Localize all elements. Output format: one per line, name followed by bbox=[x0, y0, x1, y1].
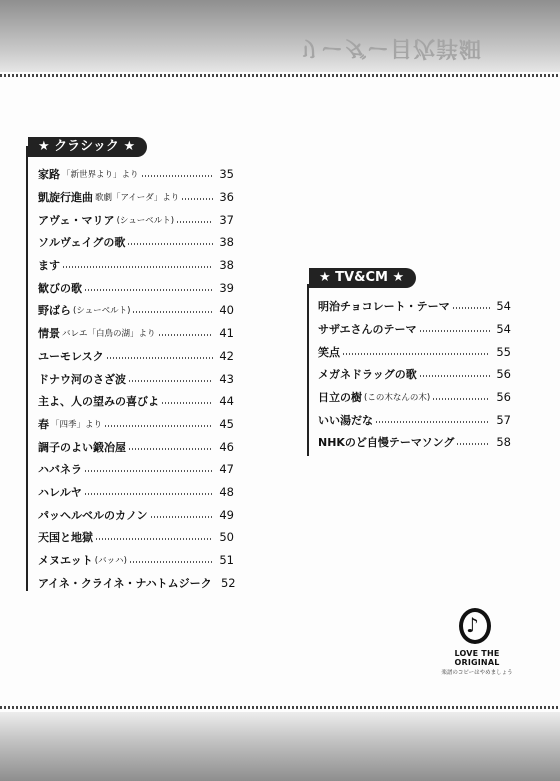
classic-section-bracket bbox=[26, 146, 28, 591]
toc-entry bbox=[38, 481, 234, 504]
dot-leader bbox=[130, 561, 213, 563]
toc-entry-page-number: 56 bbox=[496, 390, 511, 405]
toc-entry bbox=[38, 571, 234, 594]
dot-leader bbox=[129, 448, 213, 450]
dot-leader bbox=[142, 175, 213, 177]
dot-leader bbox=[85, 289, 213, 291]
toc-entry bbox=[38, 503, 234, 526]
dot-leader bbox=[105, 425, 213, 427]
toc-entry-page-number: 48 bbox=[219, 484, 234, 499]
dot-leader bbox=[420, 375, 490, 377]
toc-entry-title: ユーモレスク bbox=[38, 349, 104, 363]
toc-entry bbox=[38, 413, 234, 436]
toc-entry bbox=[38, 367, 234, 390]
bottom-gradient-band bbox=[0, 712, 560, 781]
toc-entry-subtitle: (シューベルト) bbox=[73, 306, 131, 317]
dot-leader bbox=[177, 221, 213, 223]
toc-entry bbox=[38, 322, 234, 345]
toc-entry bbox=[38, 254, 234, 277]
toc-entry-title: アイネ・クライネ・ナハトムジーク bbox=[38, 576, 212, 590]
dot-leader bbox=[159, 334, 213, 336]
toc-entry bbox=[318, 340, 511, 363]
dot-leader bbox=[129, 380, 213, 382]
classic-section-heading: ★ クラシック ★ bbox=[28, 137, 147, 157]
tvcm-toc-list bbox=[318, 295, 511, 454]
toc-entry-page-number: 46 bbox=[219, 439, 234, 454]
dot-leader bbox=[63, 266, 213, 268]
dot-leader bbox=[96, 538, 213, 540]
toc-entry-title: 野ばら bbox=[38, 304, 71, 318]
tvcm-section-bracket bbox=[307, 284, 309, 456]
toc-entry-title: 歓びの歌 bbox=[38, 281, 82, 295]
mirrored-header-text: リーダー目次詳細 bbox=[297, 35, 482, 60]
toc-entry bbox=[38, 458, 234, 481]
dot-leader bbox=[343, 353, 490, 355]
dot-leader bbox=[433, 398, 490, 400]
toc-entry bbox=[38, 163, 234, 186]
toc-entry-title: ドナウ河のさざ波 bbox=[38, 372, 126, 386]
logo-name: LOVE THE ORIGINAL bbox=[454, 649, 500, 667]
toc-entry bbox=[318, 295, 511, 318]
toc-entry-page-number: 42 bbox=[219, 348, 234, 363]
toc-entry bbox=[38, 435, 234, 458]
toc-entry-page-number: 41 bbox=[219, 326, 234, 341]
toc-entry-title: 笑点 bbox=[318, 345, 340, 359]
top-dotted-divider bbox=[0, 74, 560, 77]
toc-entry-subtitle: (この木なんの木) bbox=[364, 393, 431, 404]
toc-entry bbox=[38, 549, 234, 572]
toc-entry-title: 情景 bbox=[38, 327, 60, 341]
toc-entry bbox=[38, 208, 234, 231]
toc-entry-title: NHKのど自慢テーマソング bbox=[318, 436, 455, 450]
toc-entry bbox=[38, 345, 234, 368]
toc-entry-subtitle: (バッハ) bbox=[94, 556, 127, 567]
top-gradient-band bbox=[0, 0, 560, 72]
toc-entry-title: メガネドラッグの歌 bbox=[318, 368, 417, 382]
toc-entry bbox=[38, 231, 234, 254]
dot-leader bbox=[376, 421, 490, 423]
toc-entry-subtitle: 「四季」より bbox=[51, 419, 103, 430]
toc-entry-subtitle: (シューベルト) bbox=[116, 215, 175, 226]
toc-entry-page-number: 43 bbox=[219, 371, 234, 386]
dot-leader bbox=[128, 243, 213, 245]
toc-entry bbox=[318, 363, 511, 386]
dot-leader bbox=[182, 198, 213, 200]
toc-entry-title: いい湯だな bbox=[318, 413, 373, 427]
music-note-icon: ♪ bbox=[457, 607, 497, 647]
toc-entry-subtitle: バレエ「白鳥の湖」より bbox=[62, 329, 156, 340]
toc-entry-title: アヴェ・マリア bbox=[38, 213, 115, 227]
toc-entry-page-number: 38 bbox=[219, 235, 234, 250]
toc-entry-page-number: 51 bbox=[219, 553, 234, 568]
toc-entry bbox=[38, 299, 234, 322]
toc-entry-title: 天国と地獄 bbox=[38, 531, 93, 545]
bottom-dotted-divider bbox=[0, 706, 560, 709]
tvcm-section-heading: ★ TV&CM ★ bbox=[309, 268, 416, 288]
toc-entry-title: 明治チョコレート・テーマ bbox=[318, 300, 450, 314]
toc-entry-title: 日立の樹 bbox=[318, 391, 362, 405]
classic-toc-list bbox=[38, 163, 234, 594]
toc-entry-page-number: 49 bbox=[219, 507, 234, 522]
dot-leader bbox=[457, 443, 490, 445]
toc-entry-page-number: 36 bbox=[219, 190, 234, 205]
toc-entry-title: パッヘルベルのカノン bbox=[38, 508, 148, 522]
toc-entry-page-number: 38 bbox=[219, 258, 234, 273]
toc-entry-page-number: 55 bbox=[496, 344, 511, 359]
toc-entry-title: 家路 bbox=[38, 168, 60, 182]
toc-entry-page-number: 45 bbox=[219, 416, 234, 431]
toc-entry-title: サザエさんのテーマ bbox=[318, 323, 417, 337]
toc-entry-page-number: 40 bbox=[219, 303, 234, 318]
toc-entry bbox=[318, 386, 511, 409]
toc-entry-title: ハレルヤ bbox=[38, 485, 82, 499]
toc-entry-page-number: 57 bbox=[496, 412, 511, 427]
toc-entry-title: 凱旋行進曲 bbox=[38, 191, 93, 205]
toc-entry bbox=[38, 186, 234, 209]
toc-entry-title: ます bbox=[38, 259, 60, 273]
toc-entry-page-number: 50 bbox=[219, 530, 234, 545]
toc-entry-page-number: 44 bbox=[219, 394, 234, 409]
dot-leader bbox=[85, 470, 213, 472]
toc-entry bbox=[38, 276, 234, 299]
logo-tagline: 楽譜のコピーはやめましょう bbox=[441, 670, 513, 676]
toc-entry bbox=[38, 526, 234, 549]
toc-entry-page-number: 56 bbox=[496, 367, 511, 382]
dot-leader bbox=[453, 307, 490, 309]
dot-leader bbox=[162, 402, 213, 404]
toc-entry-title: メヌエット bbox=[38, 554, 93, 568]
toc-entry bbox=[318, 431, 511, 454]
toc-entry-page-number: 58 bbox=[496, 435, 511, 450]
toc-entry-title: 春 bbox=[38, 417, 49, 431]
dot-leader bbox=[85, 493, 213, 495]
dot-leader bbox=[107, 357, 213, 359]
toc-entry-title: 調子のよい鍛冶屋 bbox=[38, 440, 126, 454]
toc-entry-subtitle: 「新世界より」より bbox=[62, 170, 139, 181]
toc-entry bbox=[38, 390, 234, 413]
dot-leader bbox=[420, 330, 490, 332]
toc-entry-subtitle: 歌劇「アイーダ」より bbox=[95, 193, 180, 204]
dot-leader bbox=[151, 516, 213, 518]
toc-entry-page-number: 39 bbox=[219, 280, 234, 295]
toc-entry-title: ソルヴェイグの歌 bbox=[38, 236, 126, 250]
dot-leader bbox=[133, 311, 213, 313]
toc-entry-page-number: 54 bbox=[496, 299, 511, 314]
toc-entry-title: ハバネラ bbox=[38, 463, 82, 477]
toc-entry-page-number: 47 bbox=[219, 462, 234, 477]
toc-entry bbox=[318, 408, 511, 431]
toc-entry-title: 主よ、人の望みの喜びよ bbox=[38, 395, 159, 409]
toc-entry-page-number: 52 bbox=[220, 575, 236, 590]
love-the-original-logo bbox=[437, 607, 517, 676]
toc-entry bbox=[318, 318, 511, 341]
toc-entry-page-number: 37 bbox=[219, 212, 234, 227]
toc-entry-page-number: 54 bbox=[496, 322, 511, 337]
toc-entry-page-number: 35 bbox=[219, 167, 234, 182]
